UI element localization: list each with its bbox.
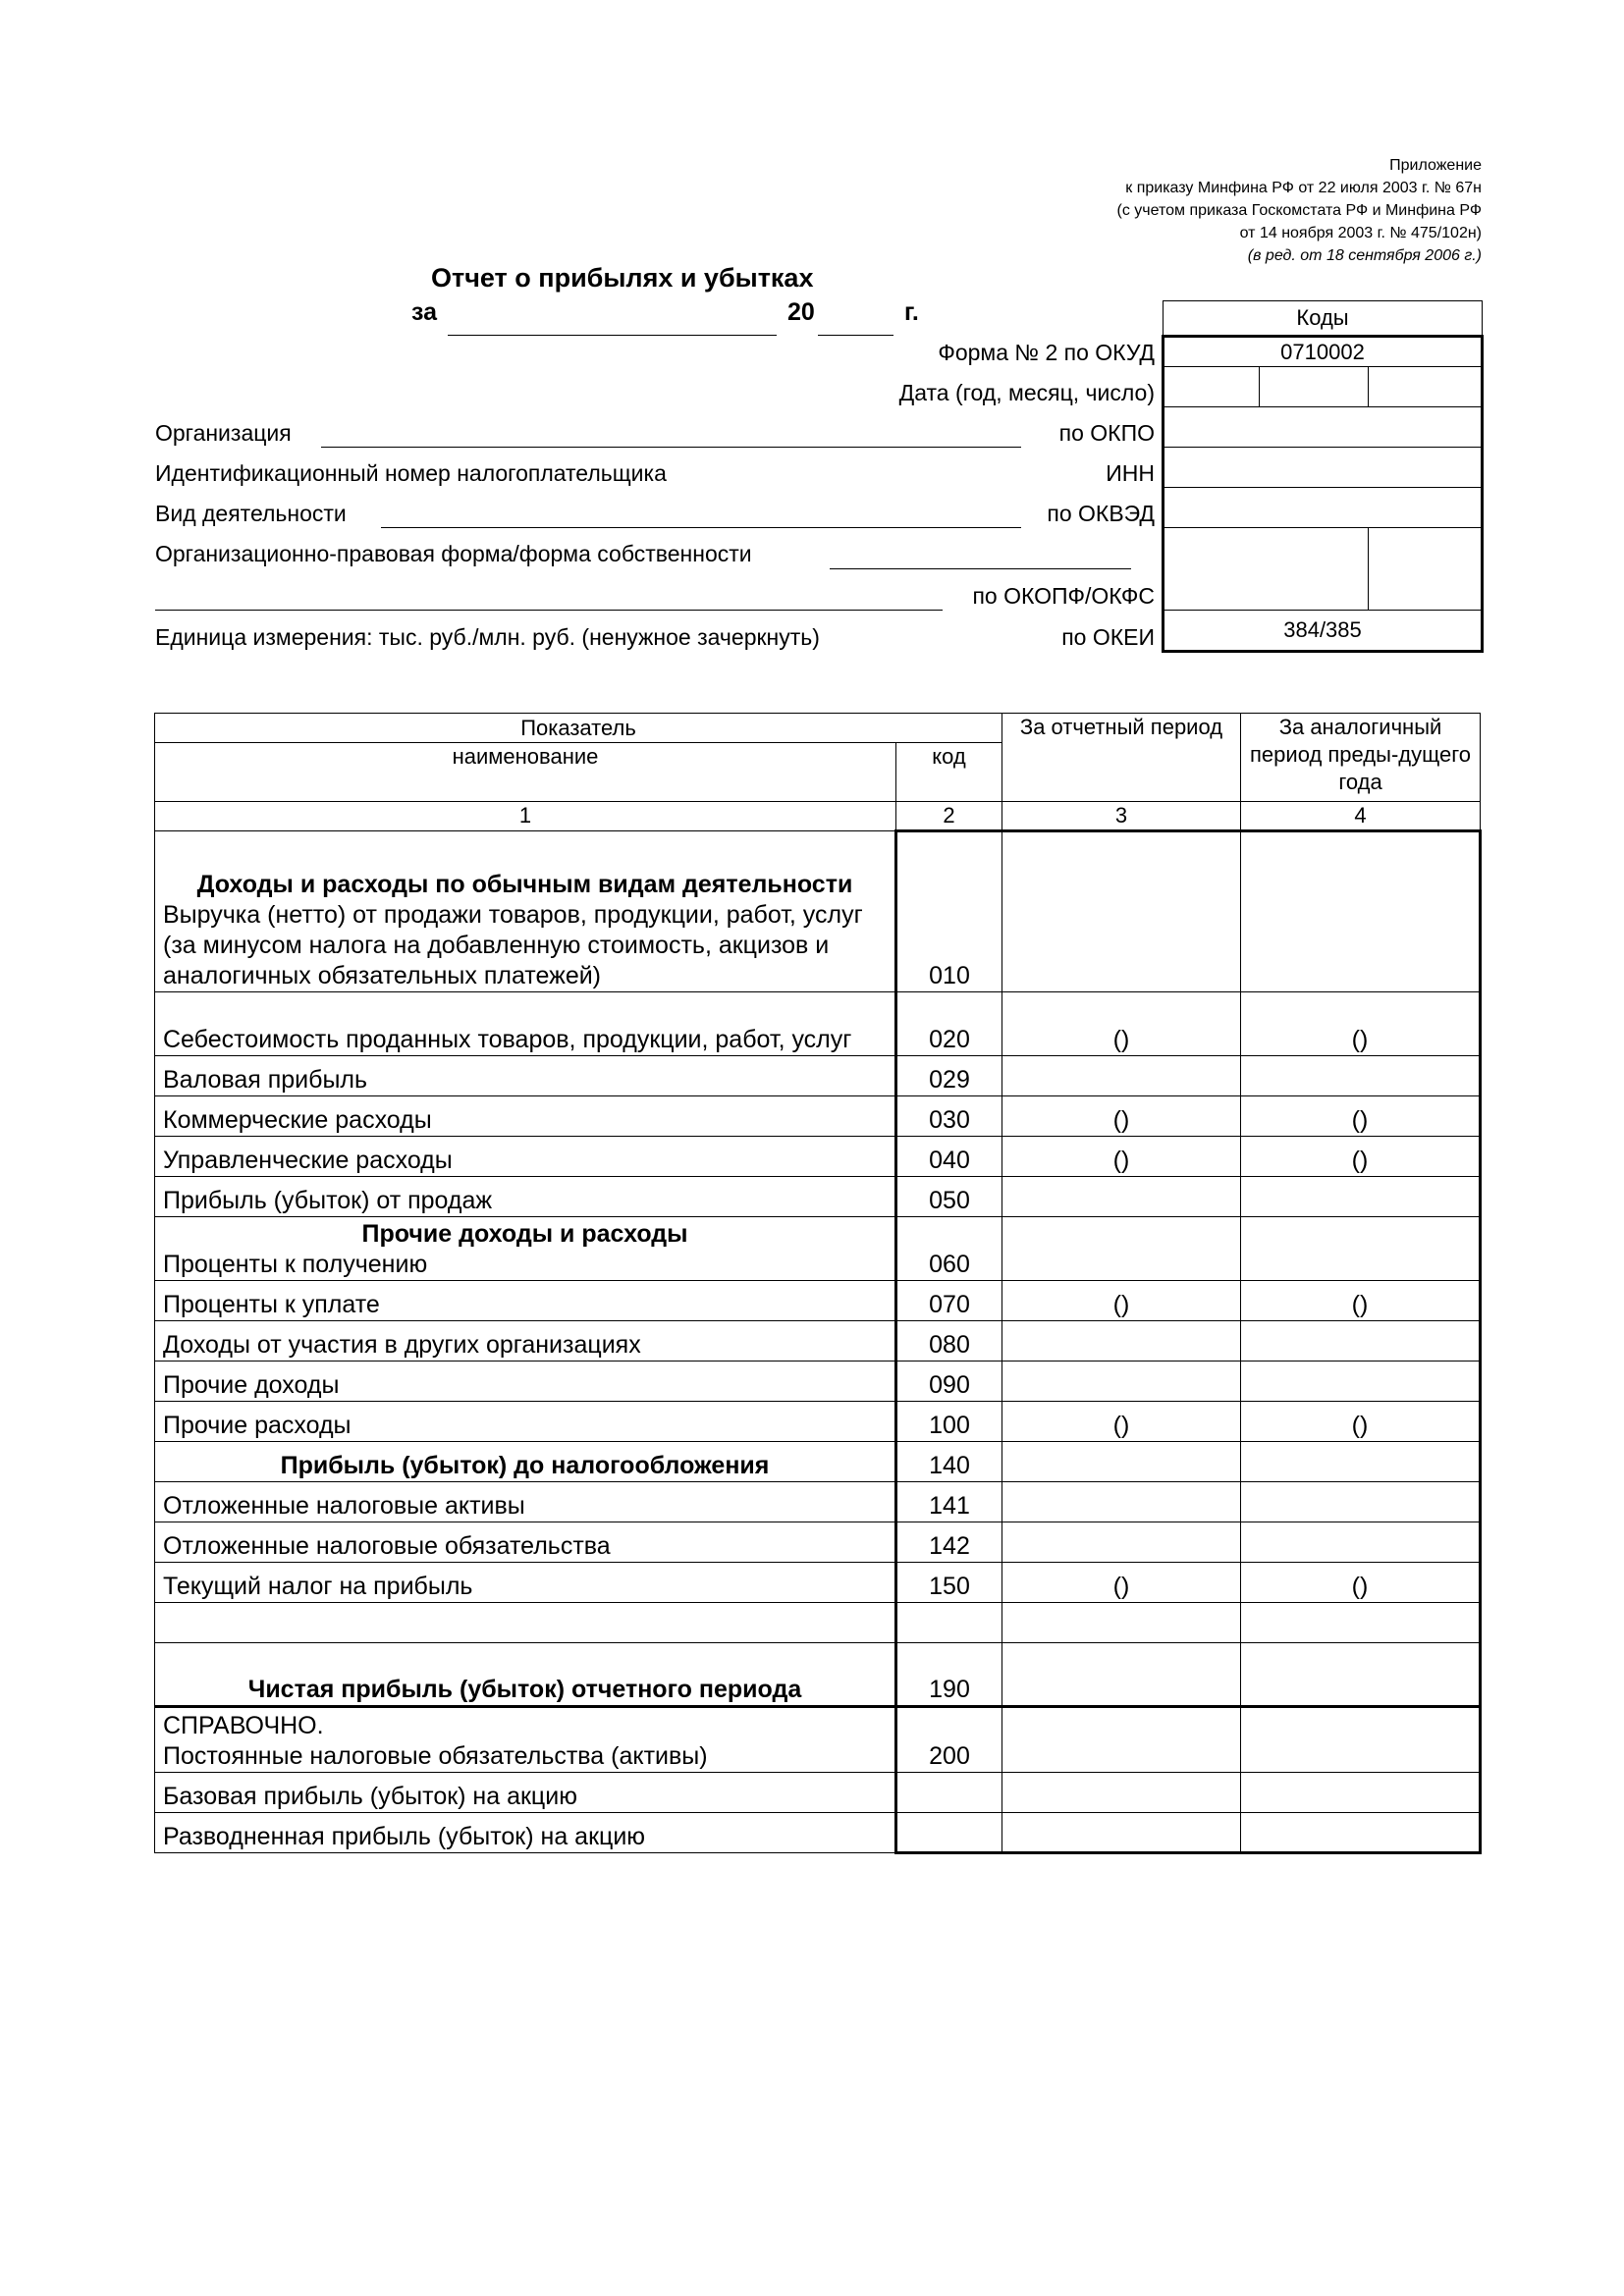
value-cell[interactable] bbox=[1002, 1522, 1241, 1563]
row-label: Проценты к уплате bbox=[155, 1281, 896, 1321]
row-code: 080 bbox=[896, 1321, 1002, 1362]
value-cell[interactable]: () bbox=[1002, 1281, 1241, 1321]
current-period-header: За отчетный период bbox=[1002, 714, 1241, 802]
value-cell[interactable]: () bbox=[1002, 1137, 1241, 1177]
col-number: 4 bbox=[1241, 802, 1481, 831]
legal-form-field[interactable] bbox=[830, 568, 1131, 569]
table-row bbox=[155, 1096, 1481, 1137]
col-number: 1 bbox=[155, 802, 896, 831]
row-code: 070 bbox=[896, 1281, 1002, 1321]
row-code: 200 bbox=[896, 1707, 1002, 1773]
row-code: 190 bbox=[896, 1643, 1002, 1707]
za-label: за bbox=[411, 298, 438, 326]
row-label: Разводненная прибыль (убыток) на акцию bbox=[155, 1813, 896, 1853]
okpo-value[interactable] bbox=[1164, 407, 1483, 448]
row-code: 040 bbox=[896, 1137, 1002, 1177]
row-code: 150 bbox=[896, 1563, 1002, 1603]
row-label bbox=[155, 1603, 896, 1643]
value-cell[interactable]: () bbox=[1241, 1563, 1481, 1603]
appendix-line: к приказу Минфина РФ от 22 июля 2003 г. № 67н bbox=[1125, 180, 1482, 196]
date-day-cell[interactable] bbox=[1369, 367, 1483, 407]
table-row bbox=[155, 1362, 1481, 1402]
table-row bbox=[155, 1773, 1481, 1813]
value-cell[interactable] bbox=[1002, 1442, 1241, 1482]
reference-title: СПРАВОЧНО. bbox=[163, 1712, 324, 1739]
row-code: 140 bbox=[896, 1442, 1002, 1482]
row-label: Отложенные налоговые активы bbox=[155, 1482, 896, 1522]
value-cell[interactable]: () bbox=[1241, 1096, 1481, 1137]
section-title: Прочие доходы и расходы bbox=[361, 1220, 688, 1248]
value-cell[interactable] bbox=[1002, 1643, 1241, 1707]
value-cell[interactable] bbox=[1002, 1362, 1241, 1402]
table-row bbox=[155, 1813, 1481, 1853]
value-cell[interactable] bbox=[1241, 1813, 1481, 1853]
table-row bbox=[155, 1563, 1481, 1603]
row-label: Себестоимость проданных товаров, продукции, работ, услуг bbox=[155, 992, 896, 1056]
row-code: 020 bbox=[896, 992, 1002, 1056]
org-label: Организация bbox=[155, 420, 292, 446]
row-label: Валовая прибыль bbox=[155, 1056, 896, 1096]
table-row bbox=[155, 1522, 1481, 1563]
value-cell[interactable]: () bbox=[1241, 1281, 1481, 1321]
table-row bbox=[155, 1442, 1481, 1482]
table-row bbox=[155, 1177, 1481, 1217]
legal-form-field-2[interactable] bbox=[155, 610, 943, 611]
period-field[interactable] bbox=[448, 335, 777, 336]
value-cell[interactable] bbox=[1241, 1482, 1481, 1522]
value-cell[interactable]: () bbox=[1002, 1402, 1241, 1442]
value-cell[interactable] bbox=[1241, 1217, 1481, 1281]
page-title: Отчет о прибылях и убытках bbox=[431, 263, 814, 293]
okopf-label: по ОКОПФ/ОКФС bbox=[972, 583, 1155, 609]
row-label: Отложенные налоговые обязательства bbox=[155, 1522, 896, 1563]
inn-description: Идентификационный номер налогоплательщика bbox=[155, 460, 667, 486]
okei-value[interactable]: 384/385 bbox=[1164, 611, 1483, 652]
row-code bbox=[896, 1603, 1002, 1643]
row-label: Текущий налог на прибыль bbox=[155, 1563, 896, 1603]
col-number: 3 bbox=[1002, 802, 1241, 831]
okved-label: по ОКВЭД bbox=[1047, 501, 1155, 526]
value-cell[interactable] bbox=[1002, 1773, 1241, 1813]
value-cell[interactable] bbox=[1002, 1603, 1241, 1643]
value-cell[interactable] bbox=[1002, 1056, 1241, 1096]
row-code: 100 bbox=[896, 1402, 1002, 1442]
row-label: Прочие расходы bbox=[155, 1402, 896, 1442]
value-cell[interactable] bbox=[1002, 1707, 1241, 1773]
inn-label: ИНН bbox=[1106, 460, 1155, 486]
value-cell[interactable] bbox=[1241, 1522, 1481, 1563]
row-label: Выручка (нетто) от продажи товаров, продукции, работ, услуг (за минусом налога на добавленную стоимость, акцизов и аналогичных обязательных платежей) bbox=[163, 901, 863, 989]
value-cell[interactable] bbox=[1241, 1177, 1481, 1217]
appendix-line: (с учетом приказа Госкомстата РФ и Минфина РФ bbox=[1116, 202, 1482, 219]
table-row bbox=[155, 1643, 1481, 1707]
date-label: Дата (год, месяц, число) bbox=[898, 380, 1155, 405]
table-row bbox=[155, 1402, 1481, 1442]
value-cell[interactable] bbox=[1002, 831, 1241, 992]
row-label: Прибыль (убыток) до налогообложения bbox=[155, 1442, 896, 1482]
table-row bbox=[155, 1281, 1481, 1321]
row-label: Доходы от участия в других организациях bbox=[155, 1321, 896, 1362]
value-cell[interactable] bbox=[1241, 1362, 1481, 1402]
table-row bbox=[155, 1482, 1481, 1522]
org-field[interactable] bbox=[321, 447, 1021, 448]
codes-box bbox=[1162, 300, 1484, 653]
okud-value[interactable]: 0710002 bbox=[1164, 337, 1483, 367]
value-cell[interactable]: () bbox=[1241, 992, 1481, 1056]
value-cell[interactable]: () bbox=[1241, 1137, 1481, 1177]
value-cell[interactable]: () bbox=[1002, 1563, 1241, 1603]
value-cell[interactable] bbox=[1002, 1217, 1241, 1281]
row-code bbox=[896, 1773, 1002, 1813]
value-cell[interactable] bbox=[1002, 1321, 1241, 1362]
table-row bbox=[155, 1707, 1481, 1773]
prev-period-header: За аналогичный период преды-дущего года bbox=[1241, 714, 1481, 802]
okud-label: Форма № 2 по ОКУД bbox=[938, 340, 1155, 365]
value-cell[interactable] bbox=[1241, 1603, 1481, 1643]
table-row bbox=[155, 992, 1481, 1056]
row-label: Базовая прибыль (убыток) на акцию bbox=[155, 1773, 896, 1813]
date-year-cell[interactable] bbox=[1164, 367, 1260, 407]
codes-header: Коды bbox=[1164, 301, 1483, 337]
okfs-value[interactable] bbox=[1369, 528, 1483, 611]
value-cell[interactable] bbox=[1241, 831, 1481, 992]
appendix-line: Приложение bbox=[1389, 157, 1482, 174]
value-cell[interactable] bbox=[1002, 1813, 1241, 1853]
row-label: Управленческие расходы bbox=[155, 1137, 896, 1177]
year-prefix: 20 bbox=[787, 298, 815, 326]
code-header: код bbox=[896, 743, 1002, 802]
col-number: 2 bbox=[896, 802, 1002, 831]
table-row bbox=[155, 1603, 1481, 1643]
table-row bbox=[155, 831, 1481, 992]
appendix-note bbox=[1117, 154, 1483, 267]
appendix-line: (в ред. от 18 сентября 2006 г.) bbox=[1247, 247, 1482, 264]
table-row bbox=[155, 1137, 1481, 1177]
year-field[interactable] bbox=[818, 335, 893, 336]
date-month-cell[interactable] bbox=[1260, 367, 1369, 407]
unit-label: Единица измерения: тыс. руб./млн. руб. (ненужное зачеркнуть) bbox=[155, 624, 820, 650]
value-cell[interactable] bbox=[1241, 1442, 1481, 1482]
activity-label: Вид деятельности bbox=[155, 501, 347, 526]
row-code: 029 bbox=[896, 1056, 1002, 1096]
value-cell[interactable]: () bbox=[1002, 992, 1241, 1056]
row-code: 060 bbox=[896, 1217, 1002, 1281]
okved-value[interactable] bbox=[1164, 488, 1483, 528]
row-code: 141 bbox=[896, 1482, 1002, 1522]
row-label: Коммерческие расходы bbox=[155, 1096, 896, 1137]
table-row bbox=[155, 1321, 1481, 1362]
legal-form-label: Организационно-правовая форма/форма собственности bbox=[155, 541, 752, 566]
inn-value[interactable] bbox=[1164, 448, 1483, 488]
value-cell[interactable] bbox=[1241, 1056, 1481, 1096]
indicator-header: Показатель bbox=[155, 714, 1002, 743]
value-cell[interactable] bbox=[1002, 1177, 1241, 1217]
row-code: 050 bbox=[896, 1177, 1002, 1217]
row-code: 090 bbox=[896, 1362, 1002, 1402]
value-cell[interactable]: () bbox=[1241, 1402, 1481, 1442]
activity-field[interactable] bbox=[381, 527, 1021, 528]
value-cell[interactable] bbox=[1241, 1773, 1481, 1813]
value-cell[interactable] bbox=[1241, 1643, 1481, 1707]
okpo-label: по ОКПО bbox=[1058, 420, 1155, 446]
section-title: Доходы и расходы по обычным видам деятельности bbox=[196, 871, 853, 898]
row-code bbox=[896, 1813, 1002, 1853]
okei-label: по ОКЕИ bbox=[1061, 624, 1155, 650]
value-cell[interactable] bbox=[1002, 1482, 1241, 1522]
row-code: 010 bbox=[896, 831, 1002, 992]
row-label: Прибыль (убыток) от продаж bbox=[155, 1177, 896, 1217]
appendix-line: от 14 ноября 2003 г. № 475/102н) bbox=[1239, 225, 1482, 241]
row-code: 142 bbox=[896, 1522, 1002, 1563]
row-label: Чистая прибыль (убыток) отчетного периода bbox=[155, 1643, 896, 1707]
row-label: Проценты к получению bbox=[163, 1251, 428, 1278]
value-cell[interactable]: () bbox=[1002, 1096, 1241, 1137]
name-header: наименование bbox=[155, 743, 896, 802]
value-cell[interactable] bbox=[1241, 1321, 1481, 1362]
okopf-value[interactable] bbox=[1164, 528, 1369, 611]
row-label: Постоянные налоговые обязательства (активы) bbox=[163, 1742, 708, 1770]
row-label: Прочие доходы bbox=[155, 1362, 896, 1402]
table-row bbox=[155, 1217, 1481, 1281]
year-suffix: г. bbox=[904, 298, 919, 326]
row-code: 030 bbox=[896, 1096, 1002, 1137]
value-cell[interactable] bbox=[1241, 1707, 1481, 1773]
report-table bbox=[154, 713, 1480, 1854]
table-row bbox=[155, 1056, 1481, 1096]
